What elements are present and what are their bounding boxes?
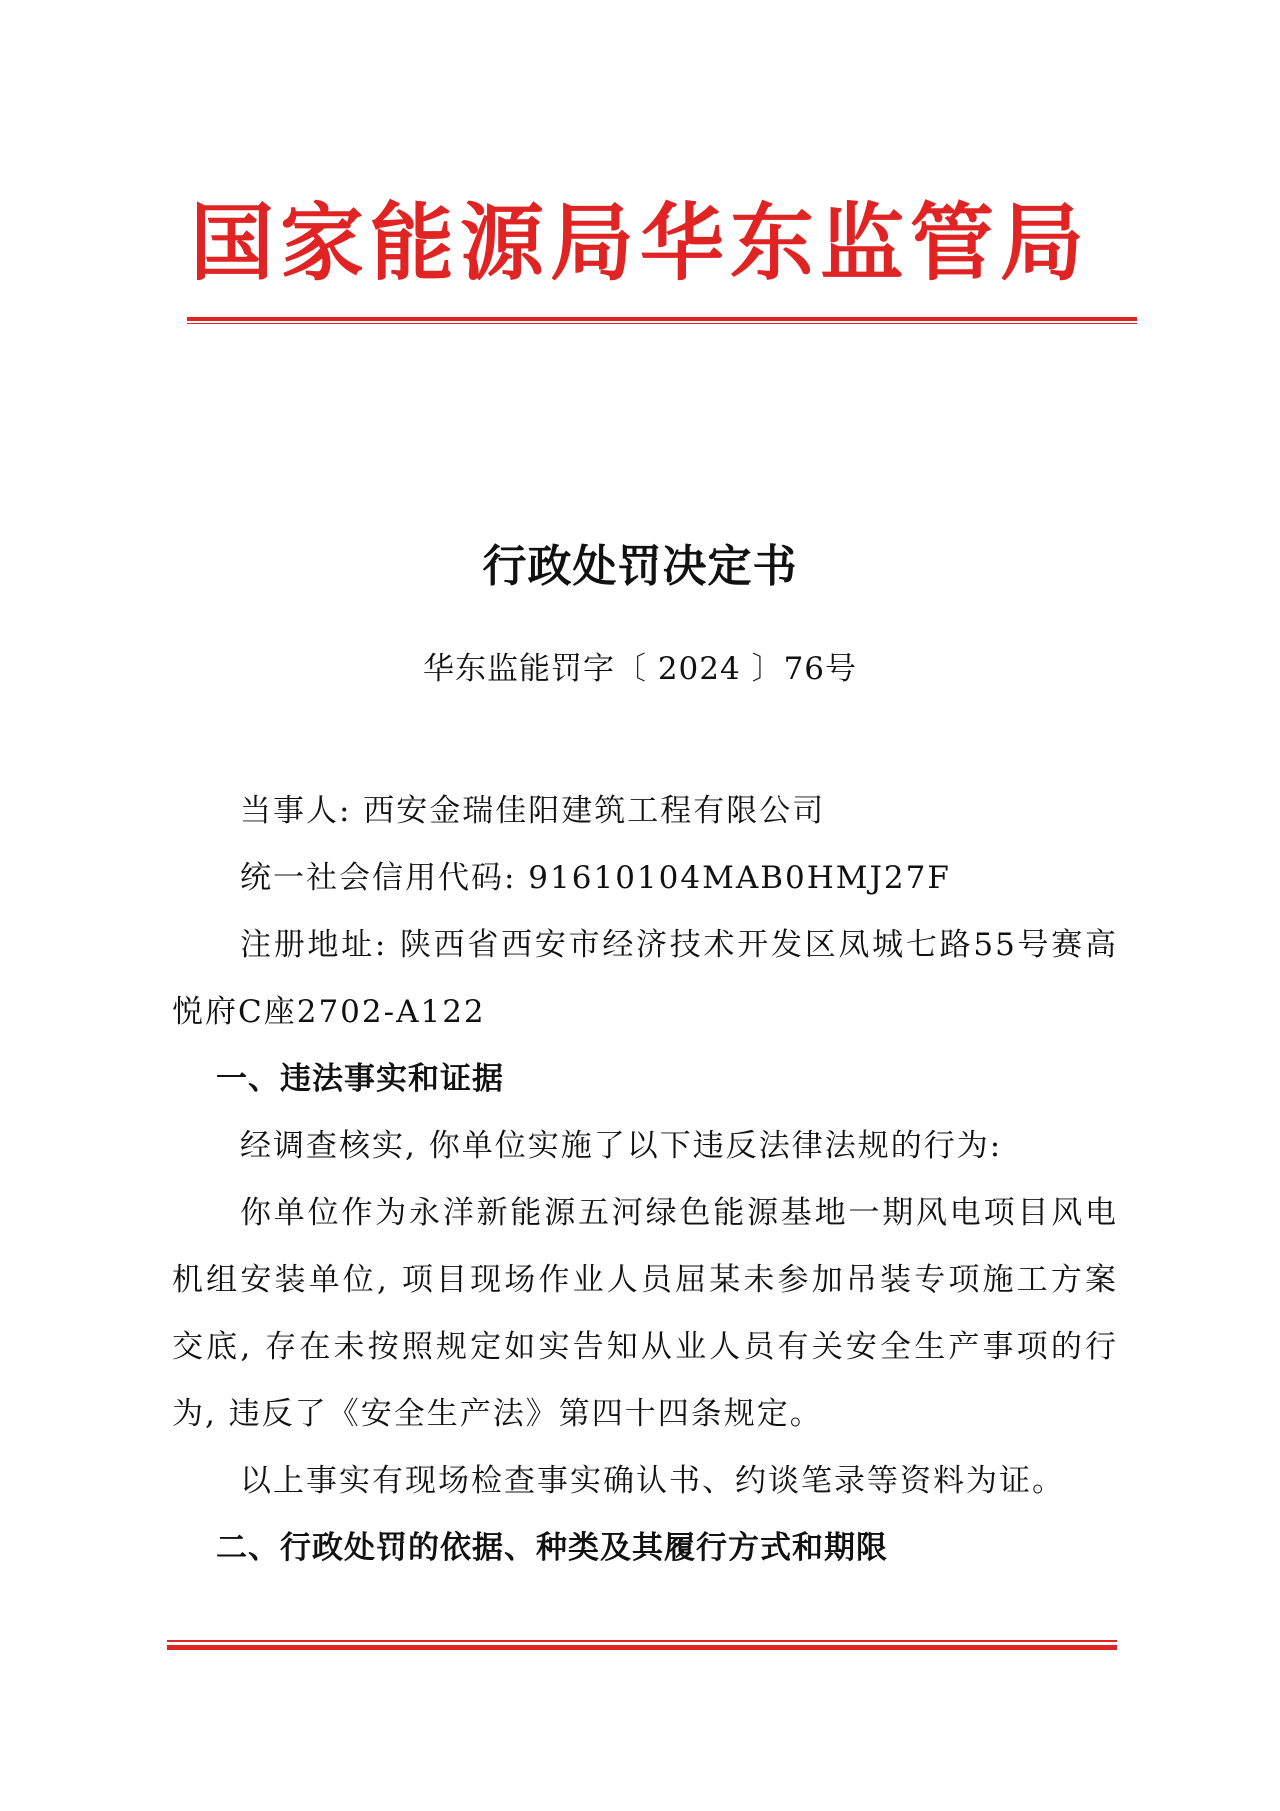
agency-name-header: 国家能源局华东监管局 — [189, 194, 1090, 292]
document-body — [172, 778, 1118, 1582]
facts-paragraph: 你单位作为永洋新能源五河绿色能源基地一期风电项目风电机组安装单位, 项目现场作业人员屈某未参加吊装专项施工方案交底, 存在未按照规定如实告知从业人员有关安全生产事项的行为, 违反了《安全生产法》第四十四条规定。 — [172, 1195, 1118, 1432]
document-title: 行政处罚决定书 — [482, 541, 798, 592]
document-number: 华东监能罚字〔 2024 〕76号 — [422, 651, 858, 687]
footer-divider-thin — [167, 1640, 1117, 1642]
header-divider-thick — [187, 317, 1137, 321]
section-heading-penalty: 二、行政处罚的依据、种类及其履行方式和期限 — [216, 1530, 888, 1566]
header-divider-thin — [187, 323, 1137, 324]
evidence-paragraph: 以上事实有现场检查事实确认书、约谈笔录等资料为证。 — [240, 1463, 1065, 1499]
footer-divider-thick — [167, 1645, 1117, 1650]
credit-code: 统一社会信用代码: 91610104MAB0HMJ27F — [240, 860, 951, 896]
registered-address: 注册地址: 陕西省西安市经济技术开发区凤城七路55号赛高悦府C座2702-A122 — [172, 927, 1118, 1030]
facts-intro: 经调查核实, 你单位实施了以下违反法律法规的行为: — [240, 1128, 1003, 1164]
section-heading-facts: 一、违法事实和证据 — [216, 1061, 504, 1097]
party-name: 当事人: 西安金瑞佳阳建筑工程有限公司 — [240, 793, 826, 829]
